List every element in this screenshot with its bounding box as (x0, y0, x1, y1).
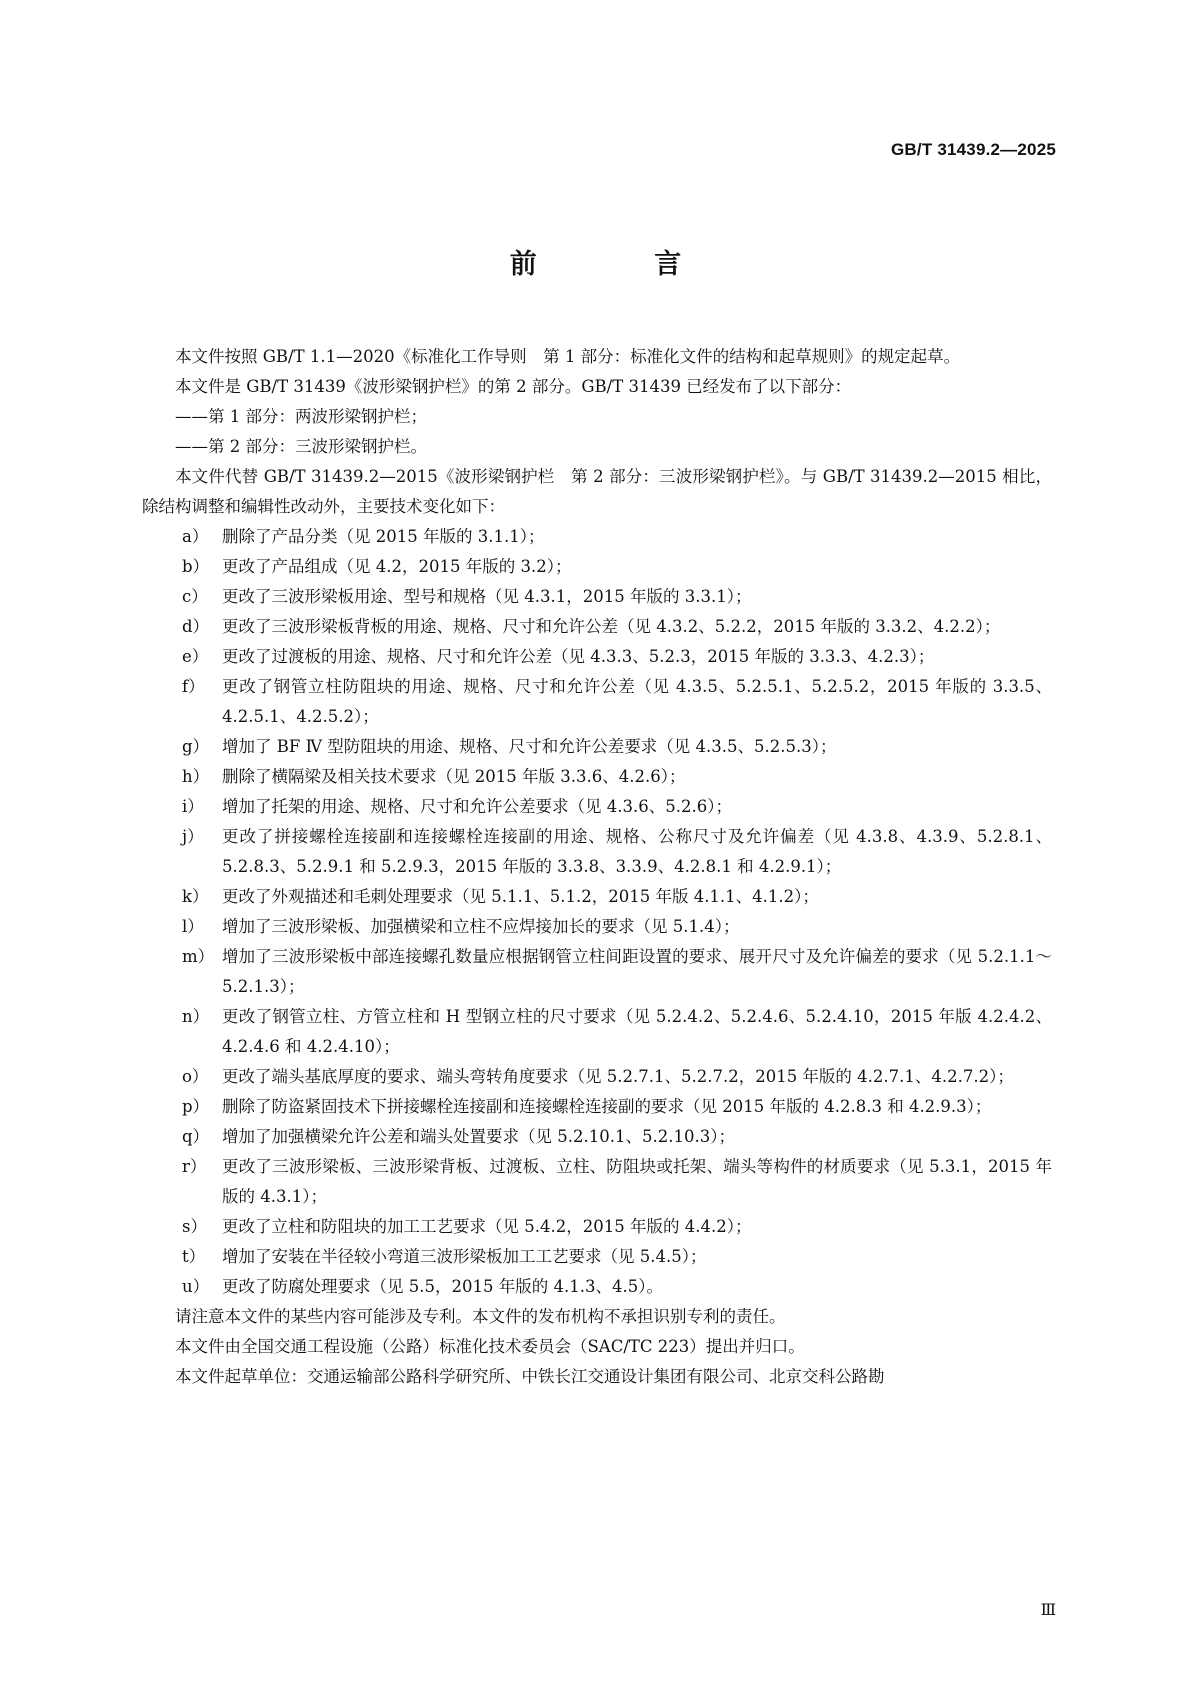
list-item (142, 1092, 1052, 1122)
list-item-label: o） (182, 1067, 209, 1086)
list-item-text: 更改了拼接螺栓连接副和连接螺栓连接副的用途、规格、公称尺寸及允许偏差（见 4.3.8、4.3.9、5.2.8.1、5.2.8.3、5.2.9.1 和 5.2.9.3，2015 年版的 3.3.8、3.3.9、4.2.8.1 和 4.2.9.1）； (222, 827, 1052, 876)
list-item-label: f） (182, 677, 205, 696)
list-item (142, 882, 1052, 912)
list-item-label: t） (182, 1247, 206, 1266)
list-item-text: 增加了托架的用途、规格、尺寸和允许公差要求（见 4.3.6、5.2.6）； (222, 797, 732, 816)
list-item-text: 更改了端头基底厚度的要求、端头弯转角度要求（见 5.2.7.1、5.2.7.2，2015 年版的 4.2.7.1、4.2.7.2）； (222, 1067, 1014, 1086)
list-item (142, 732, 1052, 762)
list-item-text: 更改了三波形梁板、三波形梁背板、过渡板、立柱、防阻块或托架、端头等构件的材质要求（见 5.3.1，2015 年版的 4.3.1）； (222, 1157, 1052, 1206)
list-item-text: 增加了三波形梁板、加强横梁和立柱不应焊接加长的要求（见 5.1.4）； (222, 917, 740, 936)
list-item-text: 更改了防腐处理要求（见 5.5，2015 年版的 4.1.3、4.5）。 (222, 1277, 663, 1296)
list-item-label: r） (182, 1157, 207, 1176)
list-item-label: b） (182, 557, 210, 576)
list-item-label: q） (182, 1127, 210, 1146)
list-item-text: 增加了加强横梁允许公差和端头处置要求（见 5.2.10.1、5.2.10.3）； (222, 1127, 735, 1146)
list-item (142, 1062, 1052, 1092)
list-item-label: m） (182, 947, 215, 966)
list-item-label: p） (182, 1097, 210, 1116)
list-item (142, 1152, 1052, 1212)
intro-paragraph-drafting-rules: 本文件按照 GB/T 1.1—2020《标准化工作导则 第 1 部分：标准化文件的结构和起草规则》的规定起草。 (175, 347, 961, 366)
list-item (142, 1272, 1052, 1302)
list-item-label: u） (182, 1277, 210, 1296)
series-part-2: ——第 2 部分：三波形梁钢护栏。 (175, 437, 427, 456)
list-item (142, 582, 1052, 612)
list-item-text: 增加了三波形梁板中部连接螺孔数量应根据钢管立柱间距设置的要求、展开尺寸及允许偏差的要求（见 5.2.1.1～5.2.1.3）； (222, 947, 1052, 996)
list-item-label: a） (182, 527, 209, 546)
list-item-label: k） (182, 887, 209, 906)
list-item-text: 增加了安装在半径较小弯道三波形梁板加工工艺要求（见 5.4.5）； (222, 1247, 707, 1266)
list-item-label: h） (182, 767, 210, 786)
list-item (142, 522, 1052, 552)
intro-paragraph-series: 本文件是 GB/T 31439《波形梁钢护栏》的第 2 部分。GB/T 31439 已经发布了以下部分： (175, 377, 852, 396)
list-item (142, 1002, 1052, 1062)
list-item (142, 1242, 1052, 1272)
list-item-text: 更改了钢管立柱、方管立柱和 H 型钢立柱的尺寸要求（见 5.2.4.2、5.2.4.6、5.2.4.10，2015 年版 4.2.4.2、4.2.4.6 和 4.2.4.10）； (222, 1007, 1052, 1056)
list-item-label: j） (182, 827, 204, 846)
list-item-text: 更改了三波形梁板用途、型号和规格（见 4.3.1，2015 年版的 3.3.1）； (222, 587, 752, 606)
list-item (142, 762, 1052, 792)
drafting-organizations: 本文件起草单位：交通运输部公路科学研究所、中铁长江交通设计集团有限公司、北京交科公路勘 (175, 1367, 885, 1386)
list-item-label: l） (182, 917, 204, 936)
list-item (142, 912, 1052, 942)
list-item (142, 822, 1052, 882)
list-item-label: s） (182, 1217, 207, 1236)
list-item (142, 672, 1052, 732)
list-item-label: d） (182, 617, 210, 636)
series-part-1: ——第 1 部分：两波形梁钢护栏； (175, 407, 427, 426)
list-item (142, 612, 1052, 642)
list-item (142, 1122, 1052, 1152)
list-item-text: 更改了过渡板的用途、规格、尺寸和允许公差（见 4.3.3、5.2.3，2015 年版的 3.3.3、4.2.3）； (222, 647, 935, 666)
list-item (142, 642, 1052, 672)
list-item (142, 942, 1052, 1002)
list-item-label: e） (182, 647, 209, 666)
technical-changes-list (142, 522, 1052, 1302)
list-item-text: 更改了产品组成（见 4.2，2015 年版的 3.2）； (222, 557, 572, 576)
list-item-label: c） (182, 587, 208, 606)
list-item-text: 删除了横隔梁及相关技术要求（见 2015 年版 3.3.6、4.2.6）； (222, 767, 686, 786)
list-item-label: i） (182, 797, 204, 816)
document-body (142, 342, 1052, 1392)
list-item-label: g） (182, 737, 210, 756)
list-item-text: 更改了立柱和防阻块的加工工艺要求（见 5.4.2，2015 年版的 4.4.2）； (222, 1217, 752, 1236)
list-item (142, 792, 1052, 822)
list-item-text: 更改了钢管立柱防阻块的用途、规格、尺寸和允许公差（见 4.3.5、5.2.5.1、5.2.5.2，2015 年版的 3.3.5、4.2.5.1、4.2.5.2）； (222, 677, 1052, 726)
intro-paragraph-replaces: 本文件代替 GB/T 31439.2—2015《波形梁钢护栏 第 2 部分：三波形梁钢护栏》。与 GB/T 31439.2—2015 相比，除结构调整和编辑性改动外，主要技术变化如下： (142, 467, 1052, 516)
list-item (142, 552, 1052, 582)
document-code-header: GB/T 31439.2—2025 (891, 140, 1056, 159)
list-item-text: 更改了外观描述和毛刺处理要求（见 5.1.1、5.1.2，2015 年版 4.1.1、4.1.2）； (222, 887, 819, 906)
list-item-text: 删除了防盗紧固技术下拼接螺栓连接副和连接螺栓连接副的要求（见 2015 年版的 4.2.8.3 和 4.2.9.3）； (222, 1097, 992, 1116)
page-title: 前 言 (509, 249, 736, 280)
list-item (142, 1212, 1052, 1242)
list-item-text: 更改了三波形梁板背板的用途、规格、尺寸和允许公差（见 4.3.2、5.2.2，2015 年版的 3.3.2、4.2.2）； (222, 617, 1001, 636)
list-item-label: n） (182, 1007, 210, 1026)
page-number: Ⅲ (1040, 1600, 1056, 1619)
list-item-text: 删除了产品分类（见 2015 年版的 3.1.1）； (222, 527, 545, 546)
proposing-committee: 本文件由全国交通工程设施（公路）标准化技术委员会（SAC/TC 223）提出并归口。 (175, 1337, 805, 1356)
patent-notice: 请注意本文件的某些内容可能涉及专利。本文件的发布机构不承担识别专利的责任。 (175, 1307, 786, 1326)
list-item-text: 增加了 BF Ⅳ 型防阻块的用途、规格、尺寸和允许公差要求（见 4.3.5、5.2.5.3）； (222, 737, 837, 756)
